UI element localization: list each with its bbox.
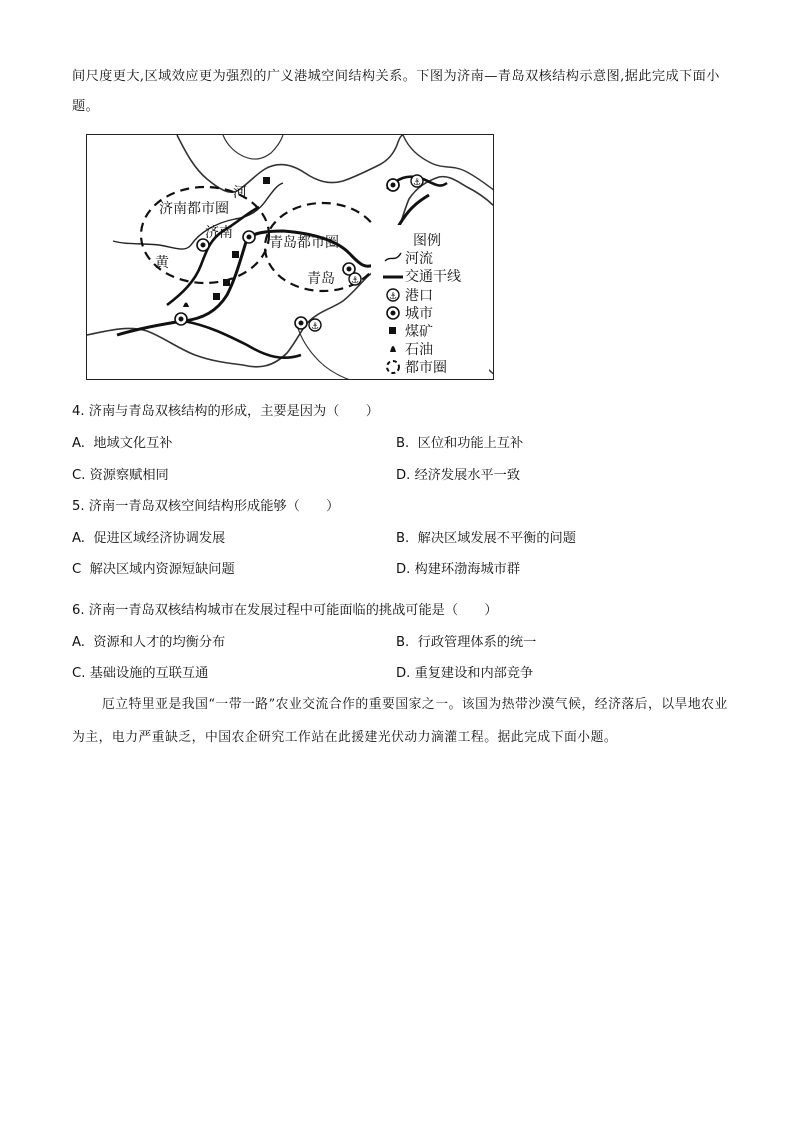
svg-text:⚓: ⚓ [350, 276, 360, 286]
legend-trunk: 交通干线 [405, 269, 461, 285]
map-drawing [87, 135, 494, 380]
question-6-option-a: A. 资源和人才的均衡分布 [72, 635, 226, 650]
question-6-option-c: C. 基础设施的互联互通 [72, 666, 209, 681]
question-6-stem: 6. 济南一青岛双核结构城市在发展过程中可能面临的挑战可能是（ ） [72, 603, 498, 618]
svg-text:⚓: ⚓ [412, 178, 422, 188]
trunk-line-north [167, 207, 259, 305]
coal-mine-1 [232, 251, 239, 258]
question-6-option-d: D. 重复建设和内部竞争 [396, 666, 534, 681]
city-jinan [243, 231, 255, 243]
port-north-1 [411, 175, 423, 188]
legend-port: 港口 [405, 288, 433, 304]
map-legend [371, 225, 489, 376]
question-4-stem: 4. 济南与青岛双核结构的形成，主要是因为（ ） [72, 404, 379, 419]
oil-marker [183, 303, 189, 308]
legend-city: 城市 [405, 306, 433, 322]
legend-river: 河流 [405, 251, 433, 267]
intro-paragraph: 间尺度更大,区域效应更为强烈的广义港城空间结构关系。下图为济南—青岛双核结构示意图,据此完成下面小题。 [72, 69, 720, 114]
question-5-option-a: A. 促进区域经济协调发展 [72, 531, 226, 546]
label-huang: 黄 [155, 255, 169, 271]
label-qingdao: 青岛 [307, 271, 335, 287]
question-4-option-b: B. 区位和功能上互补 [396, 436, 524, 451]
question-5-stem: 5. 济南一青岛双核空间结构形成能够（ ） [72, 499, 340, 514]
legend-title: 图例 [413, 233, 441, 249]
legend-coal: 煤矿 [405, 324, 433, 340]
label-jinan: 济南 [205, 225, 233, 241]
coast-bottom [297, 325, 353, 380]
coal-mine-2 [223, 279, 230, 286]
legend-coal-icon [389, 327, 396, 334]
port-south [309, 319, 321, 332]
question-4-option-d: D. 经济发展水平一致 [396, 468, 521, 483]
question-5-option-d: D. 构建环渤海城市群 [396, 562, 521, 577]
question-5-option-c: C 解决区域内资源短缺问题 [72, 562, 235, 577]
jinan-qingdao-map [86, 134, 494, 380]
city-south [175, 313, 187, 325]
trunk-line-south [183, 321, 301, 358]
coal-mine-3 [213, 293, 220, 300]
legend-oil: 石油 [405, 342, 433, 358]
question-4-option-a: A. 地域文化互补 [72, 436, 173, 451]
question-4-option-c: C. 资源察赋相同 [72, 468, 169, 483]
question-6-option-b: B. 行政管理体系的统一 [396, 635, 537, 650]
label-qingdao-circle: 青岛都市圈 [269, 235, 339, 251]
coal-mine-4 [263, 177, 270, 184]
svg-text:⚓: ⚓ [388, 292, 398, 302]
port-qingdao [349, 273, 361, 286]
legend-metro: 都市圈 [405, 360, 447, 376]
eritrea-paragraph: 厄立特里亚是我国“一带一路”农业交流合作的重要国家之一。该国为热带沙漠气候，经济落后，以旱地农业为主，电力严重缺乏，中国农企研究工作站在此援建光伏动力滴灌工程。据此完成下面小题。 [72, 697, 728, 745]
label-he: 河 [233, 185, 247, 201]
svg-text:⚓: ⚓ [310, 322, 320, 332]
label-jinan-circle: 济南都市圈 [159, 201, 229, 217]
coast-top-left [223, 135, 283, 159]
city-coastal-south [295, 317, 307, 329]
coastline-north [177, 135, 403, 192]
question-5-option-b: B. 解决区域发展不平衡的问题 [396, 531, 576, 546]
